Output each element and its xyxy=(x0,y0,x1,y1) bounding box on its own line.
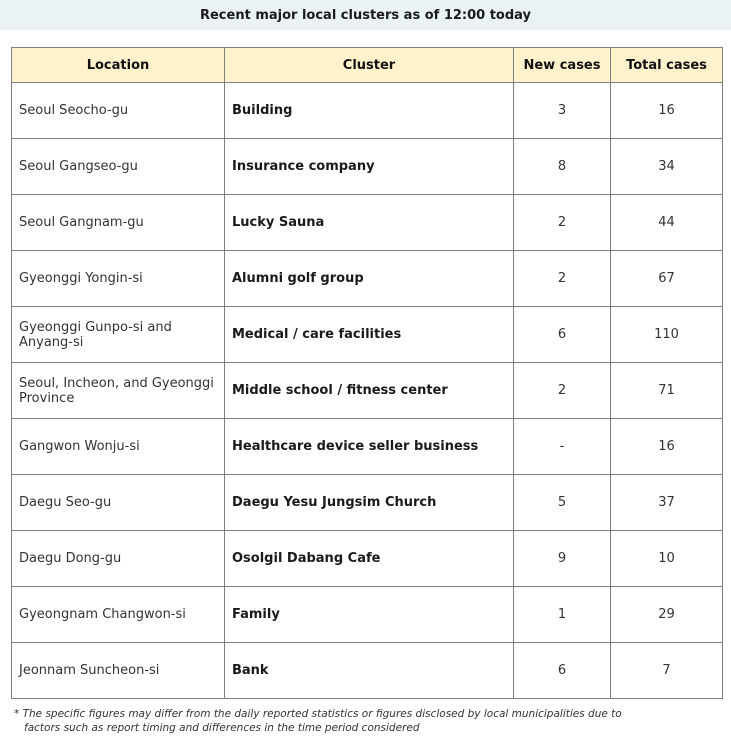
table-row xyxy=(12,531,723,587)
cell-total-cases: 16 xyxy=(611,83,723,139)
cell-location: Gyeongnam Changwon-si xyxy=(12,587,225,643)
cell-total-cases: 10 xyxy=(611,531,723,587)
table-row xyxy=(12,587,723,643)
table-row xyxy=(12,419,723,475)
cell-cluster: Building xyxy=(225,83,514,139)
cell-total-cases: 7 xyxy=(611,643,723,699)
cell-cluster: Daegu Yesu Jungsim Church xyxy=(225,475,514,531)
cell-new-cases: 5 xyxy=(514,475,611,531)
table-row xyxy=(12,363,723,419)
cell-location: Gangwon Wonju-si xyxy=(12,419,225,475)
cell-location: Seoul Gangseo-gu xyxy=(12,139,225,195)
footnote xyxy=(14,707,714,735)
table-row xyxy=(12,195,723,251)
cell-new-cases: 2 xyxy=(514,251,611,307)
table-row xyxy=(12,643,723,699)
footnote-line-1: * The specific figures may differ from the daily reported statistics or figures disclosed by local municipalities due to xyxy=(14,708,622,720)
cell-new-cases: 9 xyxy=(514,531,611,587)
cell-new-cases: 3 xyxy=(514,83,611,139)
cell-total-cases: 110 xyxy=(611,307,723,363)
page-title: Recent major local clusters as of 12:00 today xyxy=(0,0,731,30)
cell-cluster: Family xyxy=(225,587,514,643)
cell-new-cases: 2 xyxy=(514,363,611,419)
cell-location: Gyeonggi Yongin-si xyxy=(12,251,225,307)
cell-cluster: Insurance company xyxy=(225,139,514,195)
cell-cluster: Bank xyxy=(225,643,514,699)
cell-new-cases: 6 xyxy=(514,307,611,363)
cell-location: Gyeonggi Gunpo-si and Anyang-si xyxy=(12,307,225,363)
footnote-line-2: factors such as report timing and differences in the time period considered xyxy=(24,722,420,734)
cell-cluster: Healthcare device seller business xyxy=(225,419,514,475)
cell-location: Seoul Seocho-gu xyxy=(12,83,225,139)
table-row xyxy=(12,475,723,531)
table-row xyxy=(12,307,723,363)
cell-cluster: Osolgil Dabang Cafe xyxy=(225,531,514,587)
cell-total-cases: 44 xyxy=(611,195,723,251)
cell-cluster: Medical / care facilities xyxy=(225,307,514,363)
table-row xyxy=(12,251,723,307)
cell-new-cases: 8 xyxy=(514,139,611,195)
cell-location: Daegu Seo-gu xyxy=(12,475,225,531)
cell-new-cases: 2 xyxy=(514,195,611,251)
table-row xyxy=(12,83,723,139)
cell-location: Seoul, Incheon, and Gyeonggi Province xyxy=(12,363,225,419)
header-location: Location xyxy=(12,48,225,83)
cell-location: Daegu Dong-gu xyxy=(12,531,225,587)
table-header-row xyxy=(12,48,723,83)
header-new-cases: New cases xyxy=(514,48,611,83)
cell-total-cases: 37 xyxy=(611,475,723,531)
header-cluster: Cluster xyxy=(225,48,514,83)
cell-new-cases: 6 xyxy=(514,643,611,699)
clusters-table xyxy=(11,47,723,699)
header-total-cases: Total cases xyxy=(611,48,723,83)
cell-new-cases: 1 xyxy=(514,587,611,643)
cell-total-cases: 16 xyxy=(611,419,723,475)
cell-total-cases: 34 xyxy=(611,139,723,195)
table-row xyxy=(12,139,723,195)
cell-location: Jeonnam Suncheon-si xyxy=(12,643,225,699)
cell-new-cases: - xyxy=(514,419,611,475)
cell-cluster: Alumni golf group xyxy=(225,251,514,307)
cell-total-cases: 29 xyxy=(611,587,723,643)
cell-cluster: Lucky Sauna xyxy=(225,195,514,251)
cell-total-cases: 67 xyxy=(611,251,723,307)
cell-cluster: Middle school / fitness center xyxy=(225,363,514,419)
cell-location: Seoul Gangnam-gu xyxy=(12,195,225,251)
cell-total-cases: 71 xyxy=(611,363,723,419)
